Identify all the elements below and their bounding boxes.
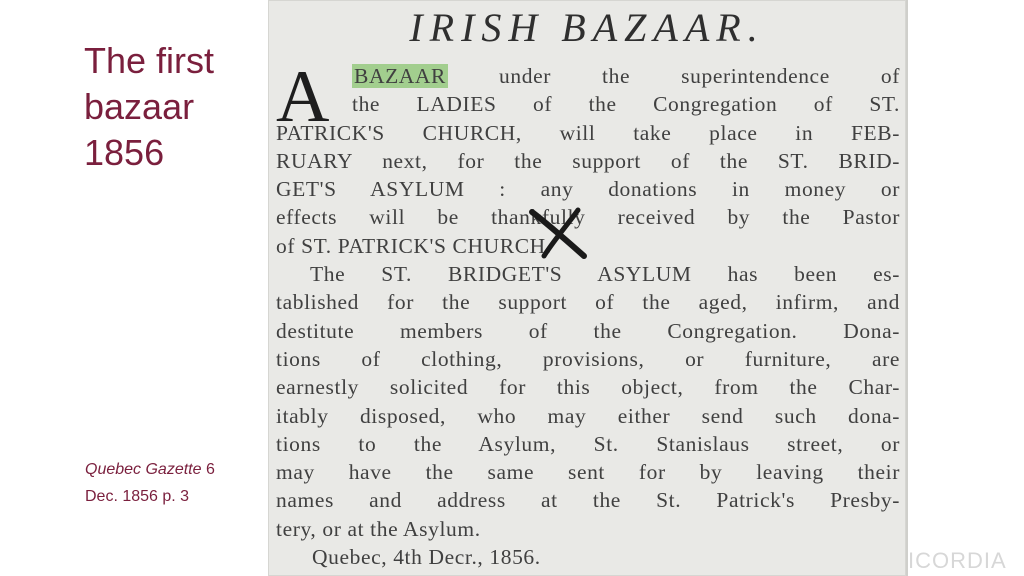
clipping-line: RUARY next, for the support of the ST. BRID- [276,148,900,173]
clipping-line: may have the same sent for by leaving their [276,460,900,485]
citation-line-2: Dec. 1856 p. 3 [85,488,190,505]
clipping-line: BAZAAR under the superintendence of [354,64,900,88]
clipping-line: destitute members of the Congregation. Dona- [276,318,900,343]
slide-title: The first bazaar 1856 [84,40,215,173]
highlighted-word: BAZAAR [354,64,446,88]
drop-cap: A [276,56,330,138]
citation [85,456,260,510]
citation-source-rest: 6 [201,461,215,478]
clipping-line: The ST. BRIDGET'S ASYLUM has been es- [310,262,900,287]
clipping-line: tery, or at the Asylum. [276,516,481,541]
clipping-line: tions of clothing, provisions, or furniture, are [276,346,900,371]
clipping-body [276,56,900,571]
clipping-line: names and address at the St. Patrick's Presby- [276,488,900,513]
clipping-line: of ST. PATRICK'S CHURCH. [276,233,552,258]
clipping-line: itably disposed, who may either send such dona- [276,403,900,428]
clipping-line: tions to the Asylum, St. Stanislaus street, or [276,431,900,456]
clipping-heading: IRISH BAZAAR. [409,5,765,50]
x-mark-icon [526,206,590,260]
clipping-line: GET'S ASYLUM : any donations in money or [276,177,900,202]
newspaper-clipping [268,0,906,576]
clipping-line: tablished for the support of the aged, infirm, and [276,290,900,315]
watermark: ICORDIA [908,548,1007,573]
citation-line-1 [85,456,260,483]
clipping-line: PATRICK'S CHURCH, will take place in FEB- [276,120,900,145]
clipping-line: effects will be thankfully received by the Pastor [276,205,900,230]
clipping-line: earnestly solicited for this object, from the Char- [276,375,900,400]
clipping-line: the LADIES of the Congregation of ST. [352,92,900,117]
clipping-dateline: Quebec, 4th Decr., 1856. [312,545,541,570]
citation-source: Quebec Gazette [85,461,202,478]
